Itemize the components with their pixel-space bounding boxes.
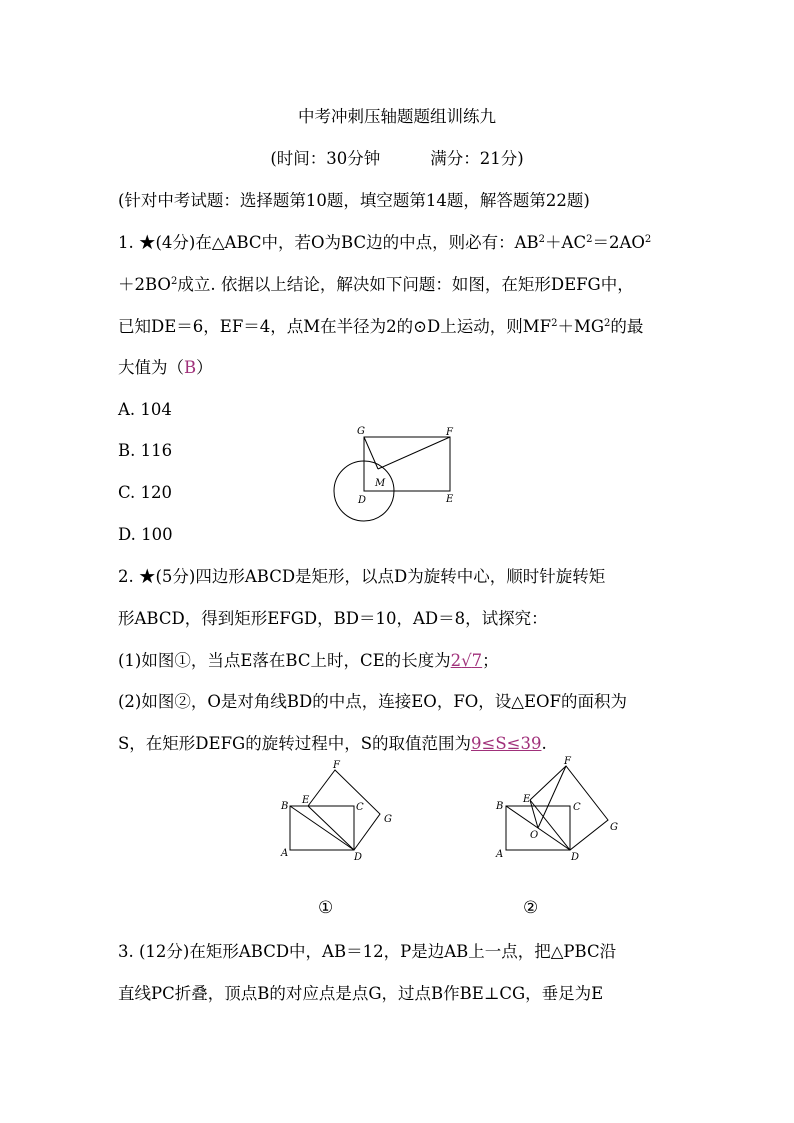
q1-line-2: $+2BO^2$成立. 依据以上结论，解决如下问题：如图，在矩形DEFG中， xyxy=(118,275,634,294)
q2-fig2-label-c: C xyxy=(573,802,581,813)
q2-line-3: (1)如图①，当点E落在BC上时，CE的长度为2√7； xyxy=(118,651,499,670)
fig1-label-f: F xyxy=(446,427,453,438)
fig1-label-d: D xyxy=(358,495,367,506)
q2-fig2-label-a: A xyxy=(496,849,504,860)
q2-fig2-label-f: F xyxy=(564,756,571,767)
time-limit: (时间：30分钟 xyxy=(270,149,381,168)
q3-line-1: 3. (12分)在矩形ABCD中，AB＝12，P是边AB上一点，把△PBC沿 xyxy=(118,942,617,961)
q2-fig1-label-g: G xyxy=(384,814,392,825)
page-subtitle xyxy=(0,149,794,169)
q2-fig2-label-e: E xyxy=(523,794,531,805)
q2-line-4: (2)如图②，O是对角线BD的中点，连接EO，FO，设△EOF的面积为 xyxy=(118,692,628,711)
q2-fig1-label-f: F xyxy=(333,760,340,771)
q1-line-4: 大值为（B） xyxy=(118,358,213,377)
q2-figure-1 xyxy=(280,760,410,870)
exam-scope: (针对中考试题：选择题第10题，填空题第14题，解答题第22题) xyxy=(118,191,590,210)
q2-figure-2 xyxy=(494,756,624,870)
fig1-label-m: M xyxy=(375,478,386,489)
q2-fig1-label-d: D xyxy=(354,852,363,863)
q1-option-b: B. 116 xyxy=(118,441,173,460)
q2-fig2-label-g: G xyxy=(610,822,618,833)
q2-answer-1: 2√7 xyxy=(450,651,483,670)
q1-option-d: D. 100 xyxy=(118,525,173,544)
q2-answer-2: 9≤S≤39 xyxy=(471,734,542,753)
q2-fig2-label-o: O xyxy=(530,830,539,841)
q2-figure-1-caption: ① xyxy=(318,898,334,918)
q2-fig2-label-b: B xyxy=(496,801,504,812)
q1-answer: B xyxy=(184,358,197,377)
q1-option-c: C. 120 xyxy=(118,483,173,502)
page-title: 中考冲刺压轴题题组训练九 xyxy=(298,107,496,126)
q2-fig2-label-d: D xyxy=(571,852,580,863)
q3-line-2: 直线PC折叠，顶点B的对应点是点G，过点B作BE⊥CG，垂足为E xyxy=(118,984,604,1003)
fig1-label-g: G xyxy=(357,426,365,437)
q2-line-2: 形ABCD，得到矩形EFGD，BD＝10，AD＝8，试探究： xyxy=(118,609,548,628)
q2-fig1-label-b: B xyxy=(281,801,289,812)
q2-line-5: S，在矩形DEFG的旋转过程中，S的取值范围为9≤S≤39. xyxy=(118,734,547,753)
q1-line-1: 1. ★(4分)在△ABC中，若O为BC边的中点，则必有：$AB^2+AC^2=2AO^2$ xyxy=(118,233,652,252)
q2-fig1-label-e: E xyxy=(302,795,310,806)
fig1-label-e: E xyxy=(446,494,454,505)
full-score: 满分：21分) xyxy=(430,149,524,168)
q2-figure-2-caption: ② xyxy=(523,898,539,918)
q2-fig1-label-a: A xyxy=(281,848,289,859)
q2-fig1-label-c: C xyxy=(356,802,364,813)
q1-line-3: 已知DE＝6，EF＝4，点M在半径为2的⊙D上运动，则$MF^2+MG^2$的最 xyxy=(118,317,644,336)
q1-figure xyxy=(330,425,460,525)
q2-line-1: 2. ★(5分)四边形ABCD是矩形，以点D为旋转中心，顺时针旋转矩 xyxy=(118,567,606,586)
q1-option-a: A. 104 xyxy=(118,400,172,419)
